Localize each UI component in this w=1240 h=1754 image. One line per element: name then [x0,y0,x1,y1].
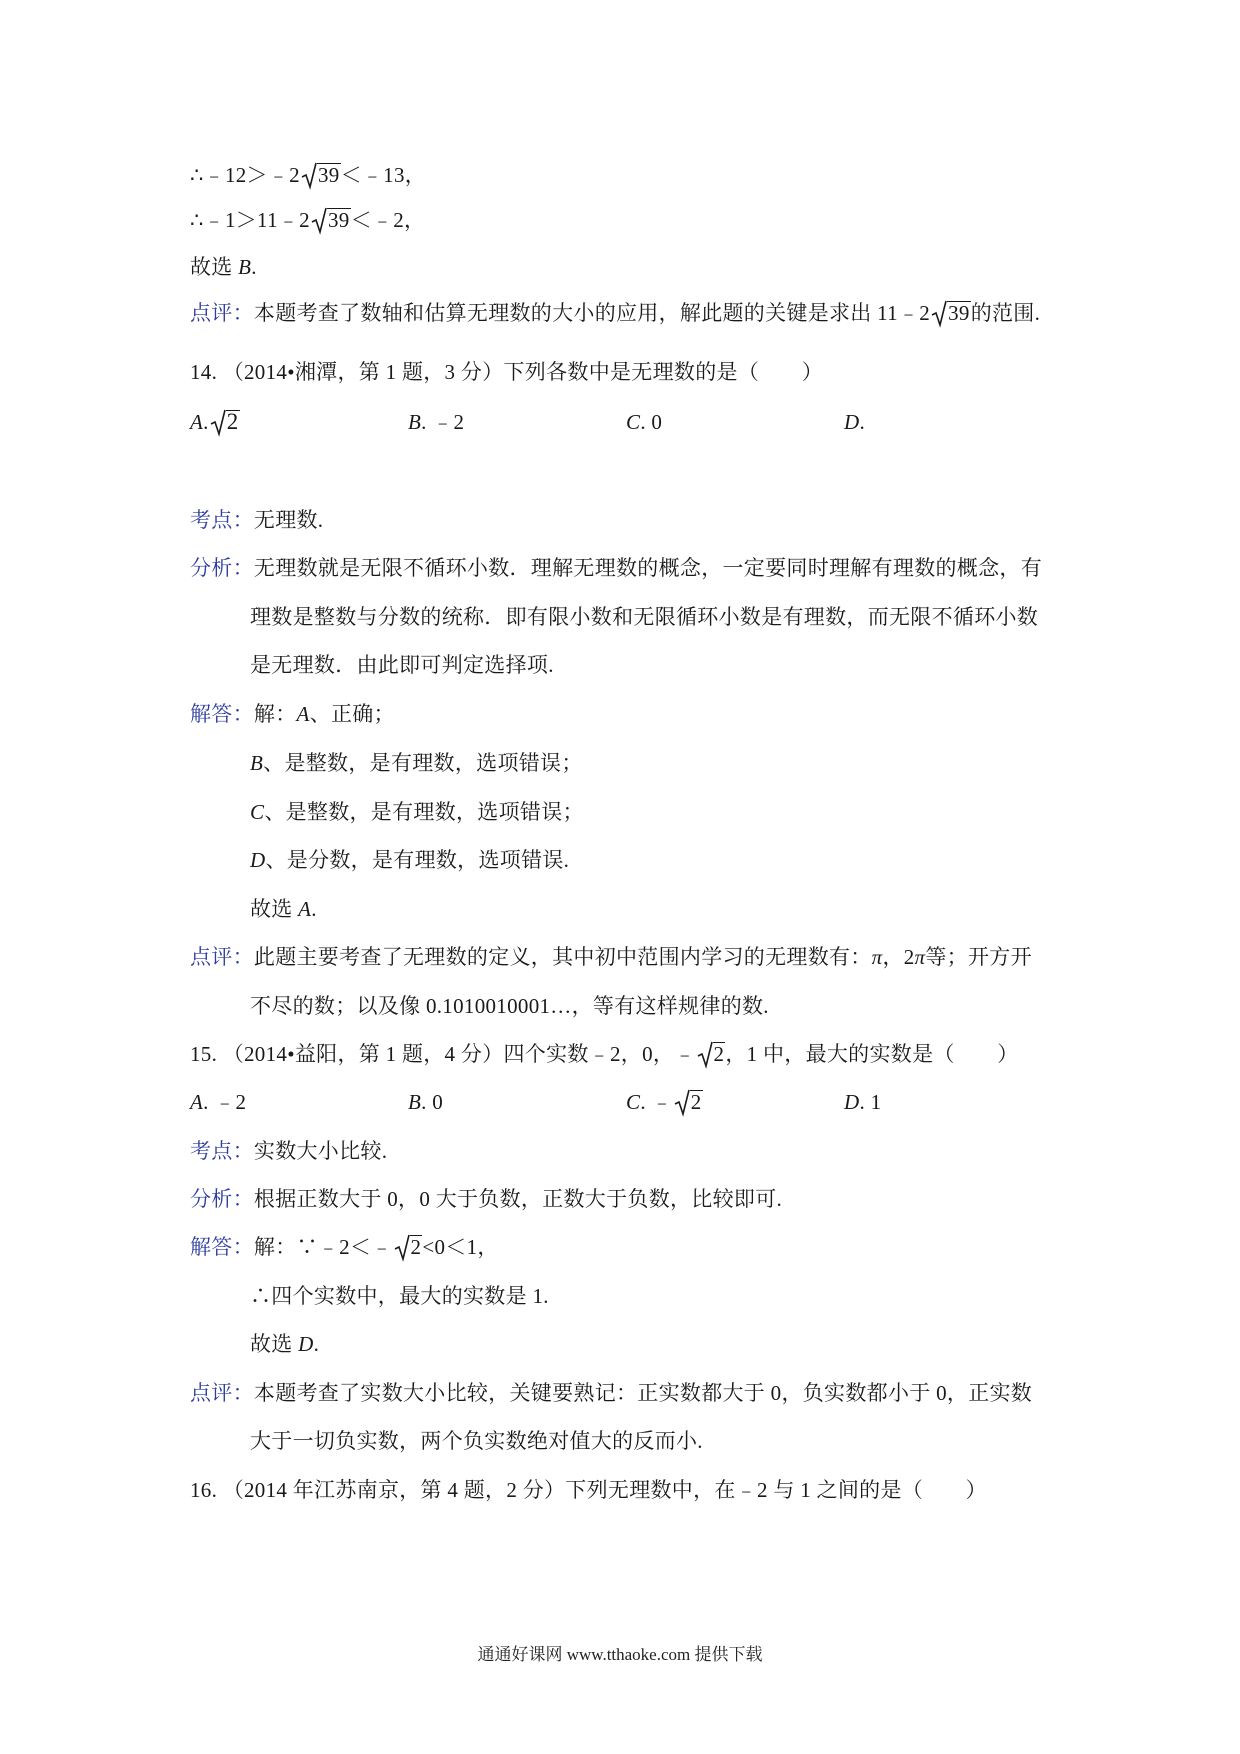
sqrt-2: 2 [675,1085,703,1119]
q15-jieda-line-2: ∴四个实数中，最大的实数是 1. [250,1284,549,1308]
sqrt-2: 2 [395,1230,423,1264]
q15-options [190,1085,1090,1119]
choose-answer: 故选 B. [190,255,257,279]
q14-fenxi-line-2: 理数是整数与分数的统称．即有限小数和无限循环小数是有理数，而无限不循环小数 [250,605,1039,629]
q14-jieda: 解答：解：A、正确； [190,702,395,726]
solution-line-1: ∴﹣12＞﹣2 39＜﹣13， [190,158,426,192]
q14-option-d: D. [844,410,866,434]
q15-option-d: D. 1 [844,1090,882,1114]
sqrt-2: 2 [211,405,240,439]
q14-fenxi: 分析：无理数就是无限不循环小数．理解无理数的概念，一定要同时理解有理数的概念，有 [190,556,1043,580]
q14-choose: 故选 A. [250,897,317,921]
page-footer: 通通好课网 www.tthaoke.com 提供下载 [477,1645,763,1664]
q14-jieda-d: D、是分数，是有理数，选项错误. [250,848,570,872]
q15-choose: 故选 D. [250,1332,320,1356]
q15-dianping: 点评：本题考查了实数大小比较，关键要熟记：正实数都大于 0，负实数都小于 0，正实数 [190,1381,1033,1405]
q15-option-a: A. ﹣2 [190,1090,247,1114]
q14-stem: 14. （2014•湘潭，第 1 题，3 分）下列各数中是无理数的是（ ） [190,360,823,384]
q14-options [190,405,1090,439]
q14-kaodian: 考点：无理数. [190,508,324,532]
q16-stem: 16. （2014 年江苏南京，第 4 题，2 分）下列无理数中，在﹣2 与 1 之间的是（ ） [190,1478,987,1502]
sqrt-2: 2 [698,1037,726,1071]
q14-jieda-b: B、是整数，是有理数，选项错误； [250,751,583,775]
comment-line: 点评：本题考查了数轴和估算无理数的大小的应用，解此题的关键是求出 11﹣2 39的范围. [190,296,1040,330]
q15-fenxi: 分析：根据正数大于 0，0 大于负数，正数大于负数，比较即可. [190,1187,783,1211]
q15-jieda: 解答：解：∵﹣2＜﹣ 2<0＜1， [190,1230,499,1264]
sqrt-39: 39 [312,203,351,237]
solution-line-2: ∴﹣1＞11﹣2 39＜﹣2， [190,203,425,237]
q15-stem: 15. （2014•益阳，第 1 题，4 分）四个实数﹣2，0，﹣ 2，1 中，最大的实数是（ ） [190,1037,1019,1071]
q14-dianping-line-2: 不尽的数；以及像 0.1010010001…，等有这样规律的数. [250,994,769,1018]
q15-option-c: C. ﹣ 2 [626,1085,703,1119]
q14-option-c: C. 0 [626,410,663,434]
q15-kaodian: 考点：实数大小比较. [190,1139,388,1163]
q14-jieda-c: C、是整数，是有理数，选项错误； [250,800,584,824]
q14-option-b: B. ﹣2 [408,410,465,434]
q15-option-b: B. 0 [408,1090,444,1114]
q14-option-a: A. 2 [190,405,240,439]
q14-fenxi-line-3: 是无理数．由此即可判定选择项. [250,653,554,677]
q14-dianping: 点评：此题主要考查了无理数的定义，其中初中范围内学习的无理数有：π，2π等；开方开 [190,945,1032,969]
sqrt-39: 39 [932,296,971,330]
sqrt-39: 39 [302,158,341,192]
q15-dianping-line-2: 大于一切负实数，两个负实数绝对值大的反而小. [250,1429,703,1453]
